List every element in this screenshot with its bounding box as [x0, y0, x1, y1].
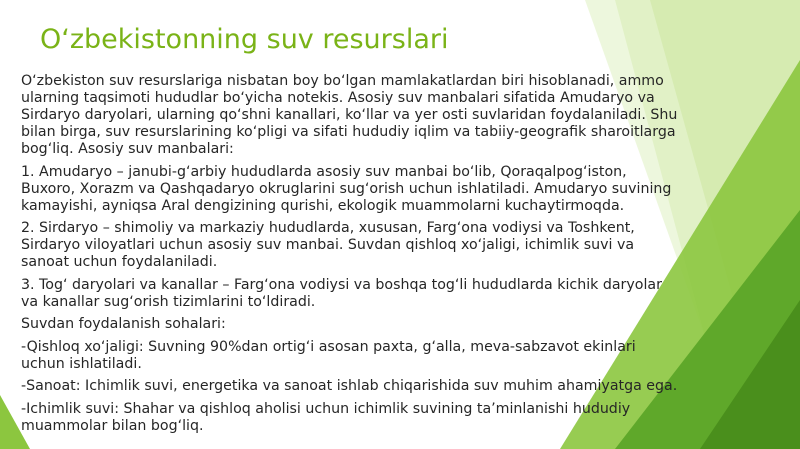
paragraph-mountain-rivers: 3. Tog‘ daryolari va kanallar – Farg‘ona vodiysi va boshqa tog‘li hududlarda kichik daryolar va kanallar sug‘orish tizimlarini to‘ldiradi.: [21, 276, 662, 310]
paragraph-amudaryo: 1. Amudaryo – janubi-g‘arbiy hududlarda asosiy suv manbai bo‘lib, Qoraqalpog‘iston, Buxoro, Xorazm va Qashqadaryo okruglarini sug‘orish uchun ishlatiladi. Amudaryo suvining kamayishi, ayniqsa Aral dengizining qurishi, ekologik muammolarni kuchaytirmoqda.: [21, 163, 672, 214]
paragraph-industry: -Sanoat: Ichimlik suvi, energetika va sanoat ishlab chiqarishida suv muhim ahamiyatga ega.: [21, 378, 678, 394]
paragraph-intro: O‘zbekiston suv resurslariga nisbatan boy bo‘lgan mamlakatlardan biri hisoblanadi, ammo ularning taqsimoti hududlar bo‘yicha notekis. Asosiy suv manbalari sifatida Amudaryo va Sirdaryo daryolari, ularning qo‘shni kanallari, ko‘llar va yer osti suvlaridan foydalaniladi. Shu bilan birga, suv resurslarining ko‘pligi va sifati hududiy iqlim va tabiiy-geografik sharoitlarga bog‘liq. Asosiy suv manbalari:: [21, 73, 678, 157]
paragraph-drinking-water: -Ichimlik suvi: Shahar va qishloq aholisi uchun ichimlik suvining ta’minlanishi hududiy muammolar bilan bog‘liq.: [21, 400, 631, 434]
paragraph-sirdaryo: 2. Sirdaryo – shimoliy va markaziy hududlarda, xususan, Farg‘ona vodiysi va Toshkent, Sirdaryo viloyatlari uchun asosiy suv manbai. Suvdan qishloq xo‘jaligi, ichimlik suvi va sanoat uchun foydalaniladi.: [21, 220, 635, 270]
slide-title: O‘zbekistonning suv resurslari: [40, 24, 449, 55]
slide-body: [21, 73, 681, 440]
paragraph-agriculture: -Qishloq xo‘jaligi: Suvning 90%dan ortig‘i asosan paxta, g‘alla, meva-sabzavot ekinlari uchun ishlatiladi.: [21, 338, 636, 372]
paragraph-usage-heading: Suvdan foydalanish sohalari:: [21, 316, 226, 332]
